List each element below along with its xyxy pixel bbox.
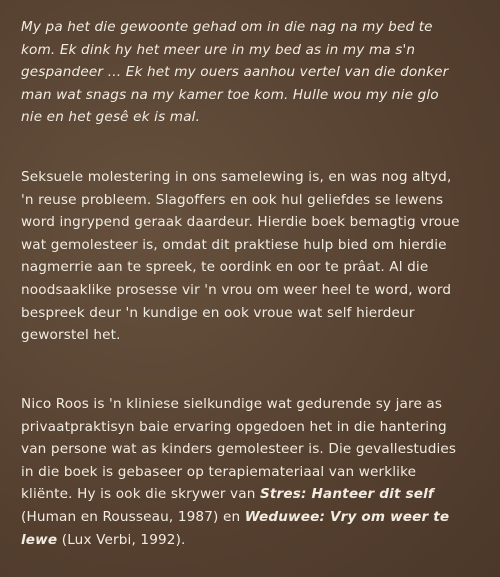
quote-line: My pa het die gewoonte gehad om in die nag na my bed te	[21, 19, 433, 35]
book-title-weduwee-end: lewe	[21, 531, 58, 548]
bio-line	[21, 529, 491, 552]
quote-line: nie en het gesê ek is mal.	[21, 109, 201, 126]
quote-line: man wat snags na my kamer toe kom. Hulle wou my nie glo	[21, 86, 439, 103]
description-line: nagmerrie aan te spreek, te oordink en oor te prâat. Al die	[21, 259, 429, 276]
quote-line: kom. Ek dink hy het meer ure in my bed as in my ma s'n	[21, 41, 416, 58]
description-line: Seksuele molestering in ons samelewing is, en was nog altyd,	[21, 169, 452, 185]
bio-line	[21, 483, 491, 506]
bio-line: in die boek is gebaseer op terapiemateriaal van werklike	[21, 463, 417, 480]
description-line: noodsaaklike prosesse vir 'n vrou om weer heel te word, word	[21, 281, 452, 298]
description-line: bespreek deur 'n kundige en ook vroue wat self hierdeur	[21, 304, 415, 321]
quote-paragraph	[21, 16, 491, 129]
bio-text: (Lux Verbi, 1992).	[57, 531, 186, 548]
bio-text: (Human en Rousseau, 1987) en	[21, 508, 245, 525]
book-title-weduwee: Weduwee: Vry om weer te	[244, 508, 450, 525]
bio-line: privaatpraktisyn baie ervaring opgedoen het in die hantering	[21, 418, 447, 435]
book-title-stres: Stres: Hanteer dit self	[259, 486, 434, 503]
bio-text: kliënte. Hy is ook die skrywer van	[21, 486, 260, 503]
description-line: geworstel het.	[21, 327, 121, 344]
description-line: word ingrypend geraak daardeur. Hierdie boek bemagtig vroue	[21, 214, 460, 231]
description-paragraph	[21, 166, 491, 347]
bio-line: van persone wat as kinders gemolesteer is. Die gevallestudies	[21, 441, 457, 458]
author-bio-paragraph	[21, 393, 491, 551]
description-line: 'n reuse probleem. Slagoffers en ook hul geliefdes se lewens	[21, 191, 444, 208]
description-line: wat gemolesteer is, omdat dit praktiese hulp bied om hierdie	[21, 236, 447, 253]
quote-line: gespandeer … Ek het my ouers aanhou vertel van die donker	[21, 64, 449, 81]
bio-line	[21, 506, 491, 529]
bio-line: Nico Roos is 'n kliniese sielkundige wat gedurende sy jare as	[21, 396, 443, 412]
